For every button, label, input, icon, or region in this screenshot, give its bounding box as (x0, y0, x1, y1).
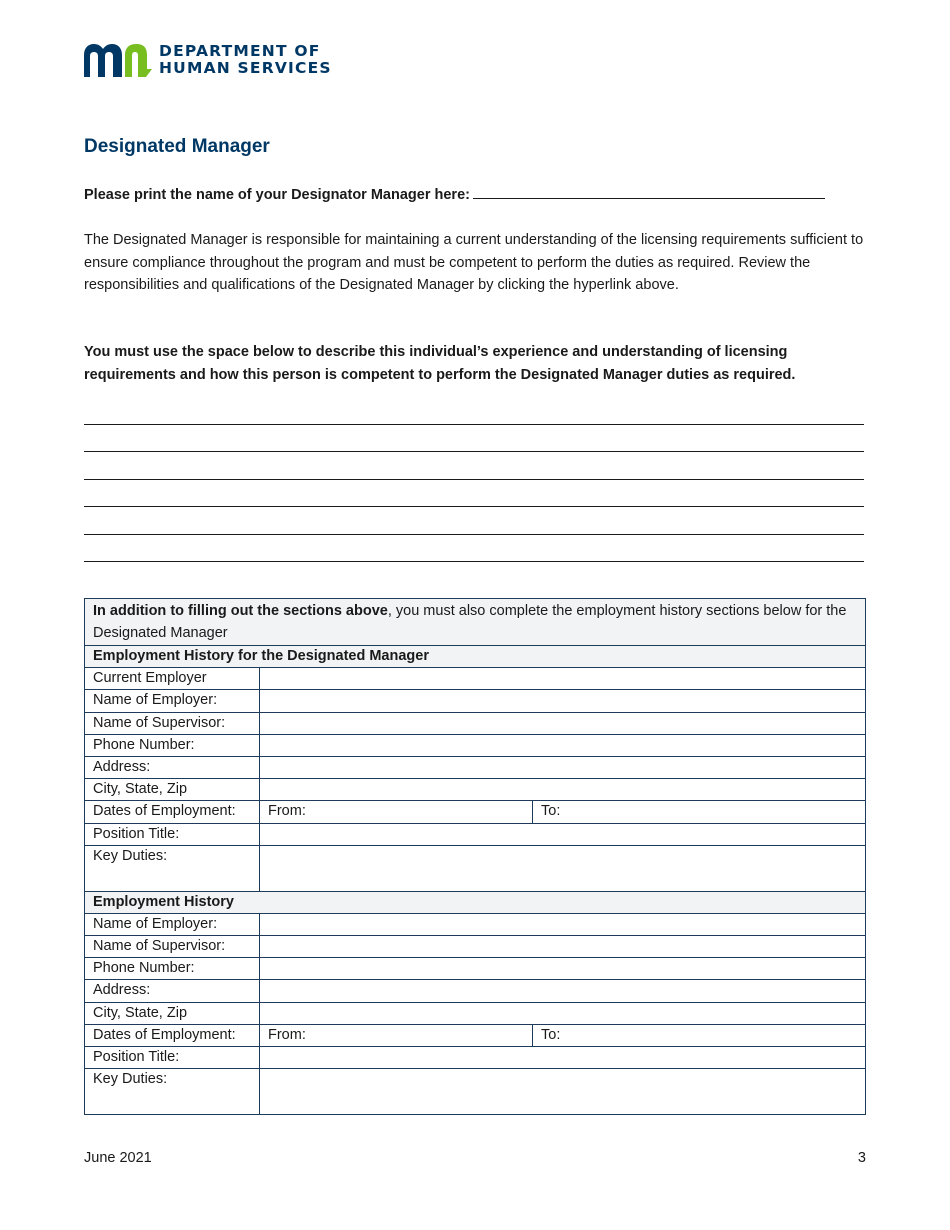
city-state-zip-field-2[interactable] (260, 1002, 866, 1024)
write-line[interactable] (84, 397, 864, 425)
dhs-logo (84, 42, 332, 78)
current-employer-label: Current Employer (85, 668, 260, 690)
current-employer-field[interactable] (260, 668, 866, 690)
duties-field-2[interactable] (260, 1069, 866, 1115)
duties-field[interactable] (260, 845, 866, 891)
city-state-zip-label: City, State, Zip (85, 779, 260, 801)
logo-line-2: HUMAN SERVICES (159, 59, 332, 77)
write-line[interactable] (84, 480, 864, 508)
section-title-designated-manager: Employment History for the Designated Manager (85, 646, 866, 668)
page-title: Designated Manager (84, 136, 270, 157)
section-title-employment-history: Employment History (85, 891, 866, 913)
dates-label-2: Dates of Employment: (85, 1024, 260, 1046)
supervisor-field-2[interactable] (260, 936, 866, 958)
position-label: Position Title: (85, 823, 260, 845)
experience-write-area[interactable] (84, 397, 864, 562)
logo-line-1: DEPARTMENT OF (159, 42, 321, 60)
manager-name-field[interactable] (473, 185, 825, 199)
duties-label-2: Key Duties: (85, 1069, 260, 1115)
write-line[interactable] (84, 535, 864, 563)
write-line[interactable] (84, 452, 864, 480)
table-intro-rest: , you must also complete the employment history sections below for the Designated Manager (93, 603, 847, 641)
phone-field[interactable] (260, 734, 866, 756)
phone-field-2[interactable] (260, 958, 866, 980)
supervisor-label-2: Name of Supervisor: (85, 936, 260, 958)
phone-label: Phone Number: (85, 734, 260, 756)
address-field[interactable] (260, 756, 866, 778)
table-intro (85, 599, 866, 646)
supervisor-field[interactable] (260, 712, 866, 734)
to-date-field-2[interactable]: To: (533, 1024, 866, 1046)
address-field-2[interactable] (260, 980, 866, 1002)
employer-label: Name of Employer: (85, 690, 260, 712)
position-field-2[interactable] (260, 1047, 866, 1069)
to-date-field[interactable]: To: (533, 801, 866, 823)
page-number: 3 (857, 1150, 866, 1166)
description-paragraph: The Designated Manager is responsible for maintaining a current understanding of the licensing requirements sufficient to ensure compliance throughout the program and must be competent to perform the duties as required. Review the responsibilities and qualifications of the Designated Manager by clicking the hyperlink above. (84, 232, 864, 293)
address-label-2: Address: (85, 980, 260, 1002)
from-date-field[interactable]: From: (260, 801, 533, 823)
position-field[interactable] (260, 823, 866, 845)
duties-label: Key Duties: (85, 845, 260, 891)
table-intro-bold: In addition to filling out the sections above (93, 603, 388, 619)
address-label: Address: (85, 756, 260, 778)
city-state-zip-field[interactable] (260, 779, 866, 801)
phone-label-2: Phone Number: (85, 958, 260, 980)
manager-name-label: Please print the name of your Designator Manager here: (84, 187, 470, 203)
write-line[interactable] (84, 507, 864, 535)
instruction-paragraph: You must use the space below to describe this individual’s experience and understanding of licensing requirements and how this person is competent to perform the Designated Manager duties as required. (84, 344, 796, 383)
footer-date: June 2021 (84, 1150, 152, 1166)
from-date-field-2[interactable]: From: (260, 1024, 533, 1046)
supervisor-label: Name of Supervisor: (85, 712, 260, 734)
write-line[interactable] (84, 425, 864, 453)
employer-field[interactable] (260, 690, 866, 712)
manager-name-prompt (84, 185, 825, 203)
city-state-zip-label-2: City, State, Zip (85, 1002, 260, 1024)
dates-label: Dates of Employment: (85, 801, 260, 823)
employer-label-2: Name of Employer: (85, 913, 260, 935)
mn-logo-icon (84, 43, 152, 77)
employer-field-2[interactable] (260, 913, 866, 935)
employment-history-table (84, 598, 866, 1115)
position-label-2: Position Title: (85, 1047, 260, 1069)
